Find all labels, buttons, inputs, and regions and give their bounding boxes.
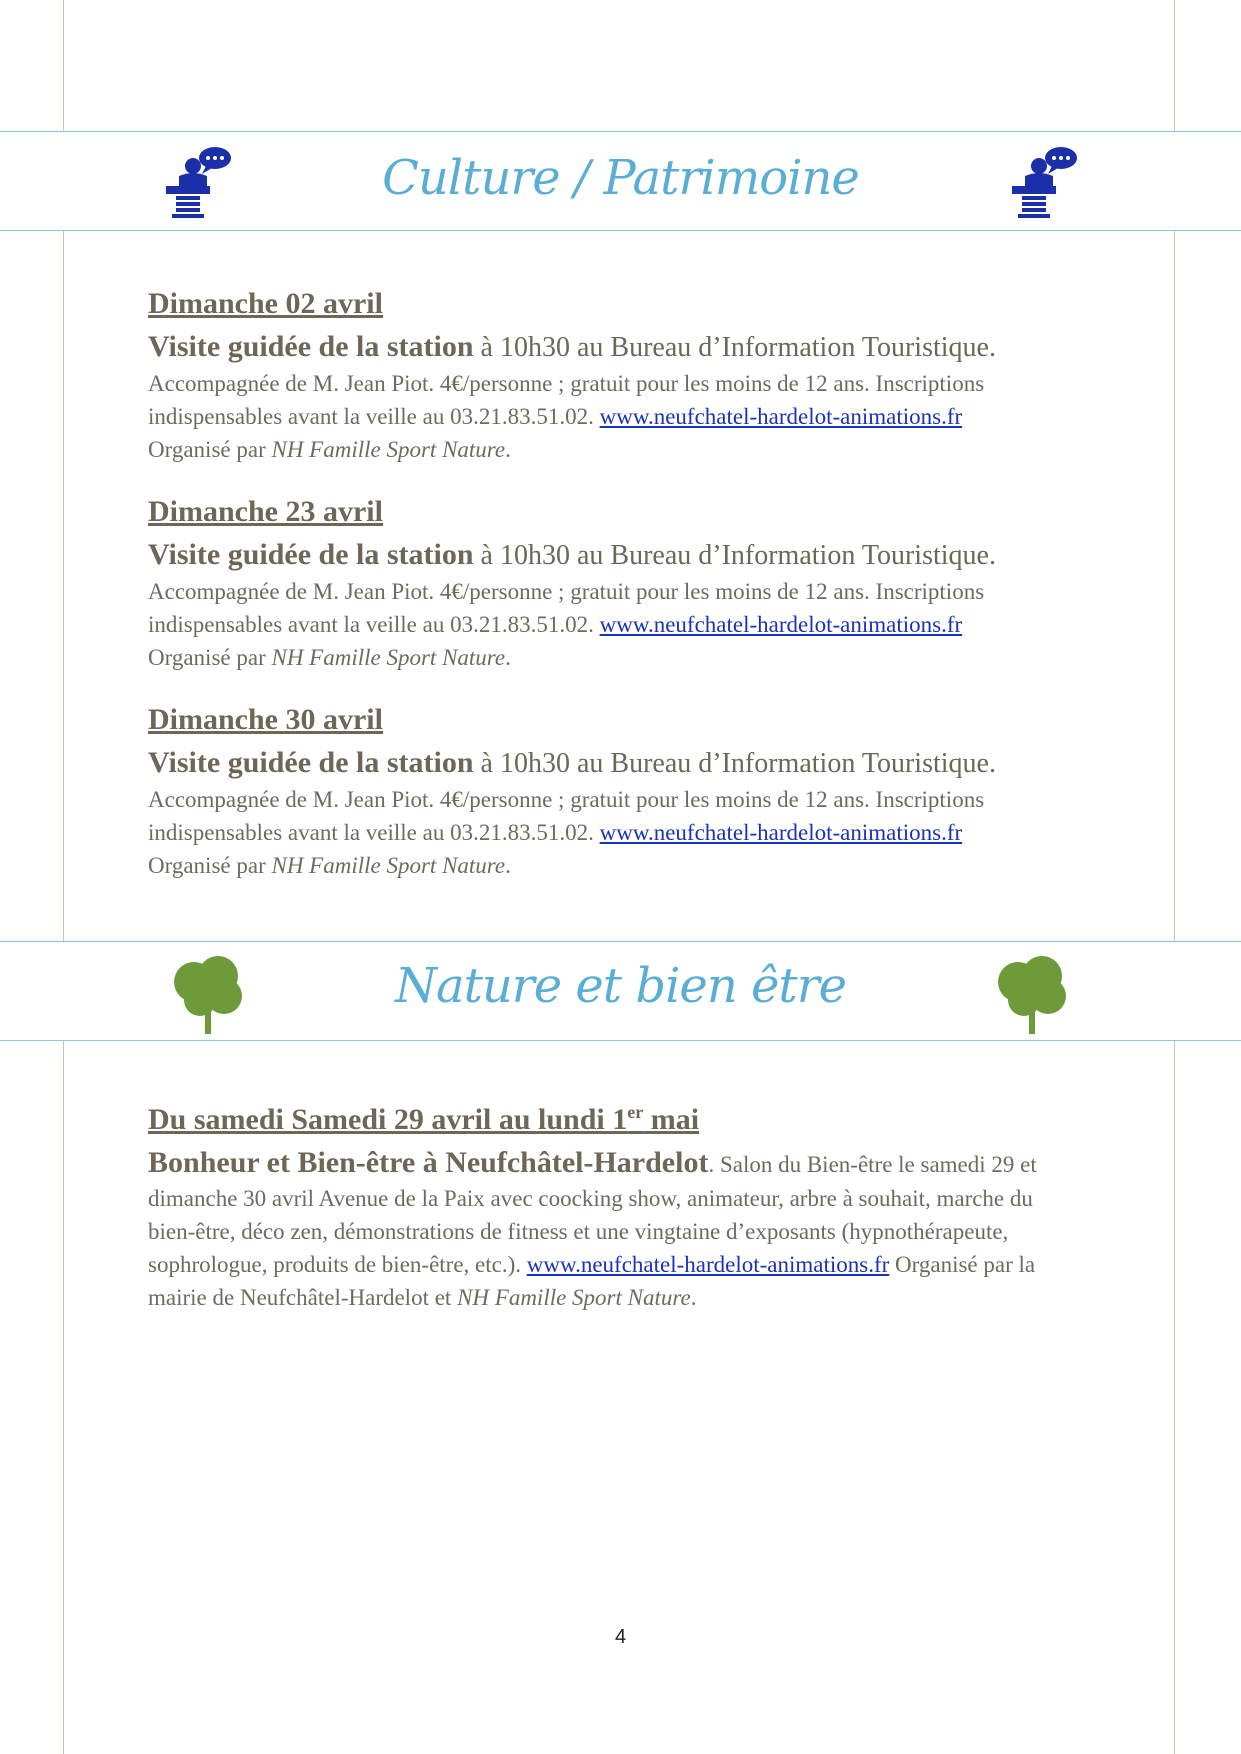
event-item xyxy=(148,494,1083,674)
event-date: Dimanche 02 avril xyxy=(148,287,383,320)
event-lead xyxy=(148,536,1083,575)
event-description xyxy=(148,575,1083,674)
event-link[interactable]: www.neufchatel-hardelot-animations.fr xyxy=(599,820,963,845)
event-time-place: à 10h30 au Bureau d’Information Touristique. xyxy=(473,540,996,571)
organizer-suffix: . xyxy=(505,437,511,462)
event-title: Visite guidée de la station xyxy=(148,538,474,571)
organizer-suffix: . xyxy=(505,645,511,670)
event-description xyxy=(148,367,1083,466)
organizer-name: NH Famille Sport Nature xyxy=(271,645,506,670)
ordinal-suffix: er xyxy=(627,1102,644,1122)
section-header-culture xyxy=(0,131,1241,231)
event-date: Dimanche 23 avril xyxy=(148,495,383,528)
tree-icon xyxy=(996,954,1072,1036)
event-lead xyxy=(148,328,1083,367)
organizer-prefix: Organisé par la mairie de Neufchâtel-Hardelot et xyxy=(148,1252,1036,1310)
event-title: Visite guidée de la station xyxy=(148,330,474,363)
section-header-nature xyxy=(0,941,1241,1041)
organizer-name: NH Famille Sport Nature xyxy=(271,437,506,462)
event-link[interactable]: www.neufchatel-hardelot-animations.fr xyxy=(599,404,963,429)
event-item xyxy=(148,286,1083,466)
event-details: Accompagnée de M. Jean Piot. 4€/personne ; gratuit pour les moins de 12 ans. Inscriptions indispensables avant la veille au 03.21.83.51.02. xyxy=(148,787,985,845)
event-link[interactable]: www.neufchatel-hardelot-animations.fr xyxy=(526,1252,890,1277)
event-lead xyxy=(148,744,1083,783)
organizer-suffix: . xyxy=(505,853,511,878)
event-time-place: à 10h30 au Bureau d’Information Touristique. xyxy=(473,748,996,779)
event-date xyxy=(148,1094,1083,1138)
page-margin-right xyxy=(1174,0,1175,1754)
section-title-nature: Nature et bien être xyxy=(394,958,847,1014)
event-item xyxy=(148,1094,1083,1314)
event-item xyxy=(148,702,1083,882)
event-title: Visite guidée de la station xyxy=(148,746,474,779)
organizer-name: NH Famille Sport Nature xyxy=(271,853,506,878)
event-details: Accompagnée de M. Jean Piot. 4€/personne ; gratuit pour les moins de 12 ans. Inscriptions indispensables avant la veille au 03.21.83.51.02. xyxy=(148,579,985,637)
event-description xyxy=(148,783,1083,882)
event-title: Bonheur et Bien-être à Neufchâtel-Hardelot xyxy=(148,1146,709,1179)
event-date-end: mai xyxy=(643,1103,700,1136)
organizer-suffix: . xyxy=(690,1285,697,1310)
event-date-start: Du samedi Samedi 29 avril au lundi 1 xyxy=(148,1103,628,1136)
speaker-podium-icon xyxy=(1006,144,1078,222)
section-title-culture: Culture / Patrimoine xyxy=(382,150,859,206)
organizer-name: NH Famille Sport Nature xyxy=(457,1285,691,1310)
event-time-place: à 10h30 au Bureau d’Information Touristique. xyxy=(473,332,996,363)
organizer-prefix: Organisé par xyxy=(148,437,272,462)
event-details: . Salon du Bien-être le samedi 29 et dimanche 30 avril Avenue de la Paix avec coocking show, animateur, arbre à souhait, marche du bien-être, déco zen, démonstrations de fitness et une vingtaine d’exposants (hypnothérapeute, sophrologue, produits de bien-être, etc.). xyxy=(148,1152,1037,1277)
event-details: Accompagnée de M. Jean Piot. 4€/personne ; gratuit pour les moins de 12 ans. Inscriptions indispensables avant la veille au 03.21.83.51.02. xyxy=(148,371,985,429)
page-margin-left xyxy=(63,0,64,1754)
event-date: Dimanche 30 avril xyxy=(148,703,383,736)
event-link[interactable]: www.neufchatel-hardelot-animations.fr xyxy=(599,612,963,637)
event-description xyxy=(148,1144,1083,1314)
organizer-prefix: Organisé par xyxy=(148,645,272,670)
page-number: 4 xyxy=(614,1626,627,1648)
organizer-prefix: Organisé par xyxy=(148,853,272,878)
